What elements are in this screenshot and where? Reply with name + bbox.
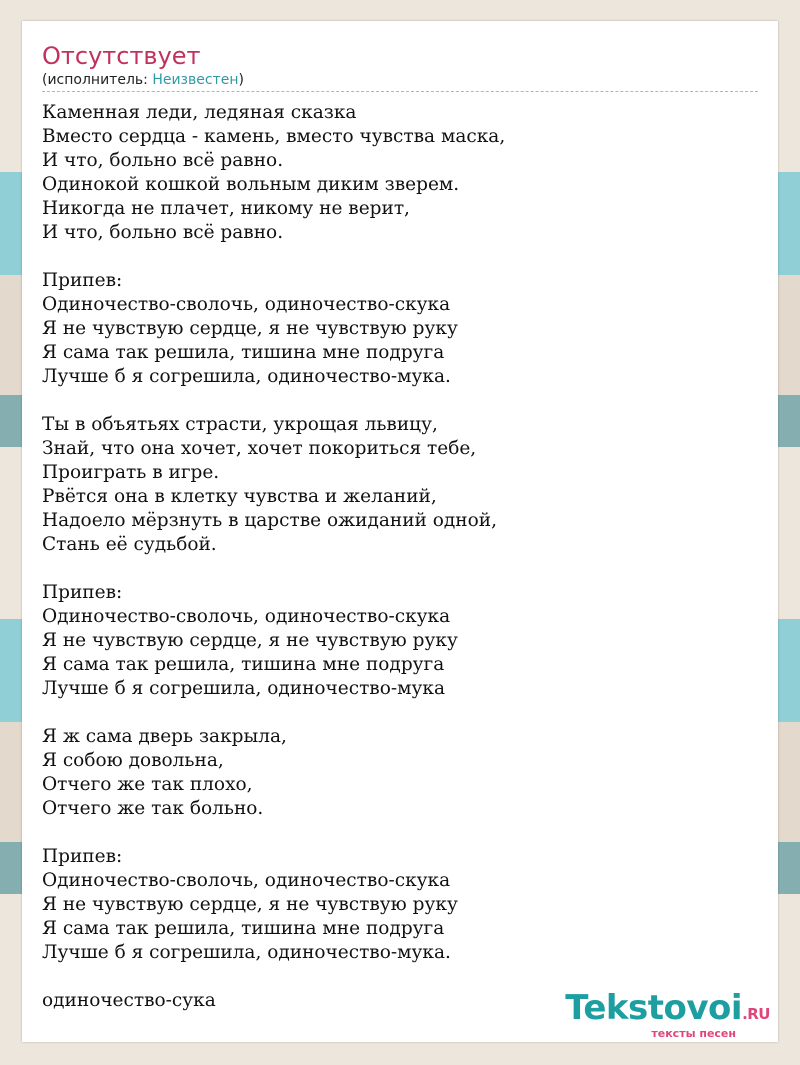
lyric-line: Я ж сама дверь закрыла, <box>42 726 287 747</box>
header-divider <box>42 91 758 92</box>
lyric-line: Я сама так решила, тишина мне подруга <box>42 918 445 939</box>
artist-prefix: (исполнитель: <box>42 72 153 88</box>
lyric-line <box>42 245 758 269</box>
lyric-line: Ты в объятьях страсти, укрощая львицу, <box>42 414 438 435</box>
lyric-line: Припев: <box>42 582 123 603</box>
lyric-line: Знай, что она хочет, хочет покориться тебе, <box>42 438 477 459</box>
lyric-line: Стань её судьбой. <box>42 534 217 555</box>
lyric-line: И что, больно всё равно. <box>42 150 284 171</box>
lyrics-text <box>42 101 758 1013</box>
lyric-line: Каменная леди, ледяная сказка <box>42 102 357 123</box>
lyric-line <box>42 389 758 413</box>
song-title: Отсутствует <box>42 42 201 70</box>
logo-main-text: Tekstovoi <box>565 988 743 1028</box>
lyric-line: Я сама так решила, тишина мне подруга <box>42 342 445 363</box>
lyric-line: Я не чувствую сердце, я не чувствую руку <box>42 894 458 915</box>
logo-suffix: .RU <box>742 1005 770 1023</box>
artist-suffix: ) <box>238 72 244 88</box>
lyric-line: Одинокой кошкой вольным диким зверем. <box>42 174 460 195</box>
artist-link[interactable]: Неизвестен <box>152 72 239 88</box>
lyric-line <box>42 965 758 989</box>
lyric-line: Одиночество-сволочь, одиночество-скука <box>42 870 451 891</box>
logo-tagline: тексты песен <box>651 1027 736 1040</box>
lyric-line: И что, больно всё равно. <box>42 222 284 243</box>
lyric-line: Отчего же так больно. <box>42 798 264 819</box>
lyric-line: Надоело мёрзнуть в царстве ожиданий одной, <box>42 510 497 531</box>
lyric-line: Вместо сердца - камень, вместо чувства маска, <box>42 126 506 147</box>
lyric-line: Я не чувствую сердце, я не чувствую руку <box>42 630 458 651</box>
lyric-line: Я собою довольна, <box>42 750 224 771</box>
lyric-line: Я не чувствую сердце, я не чувствую руку <box>42 318 458 339</box>
lyric-line <box>42 821 758 845</box>
lyric-line: Рвётся она в клетку чувства и желаний, <box>42 486 437 507</box>
lyric-line: Лучше б я согрешила, одиночество-мука. <box>42 942 451 963</box>
logo-wordmark <box>565 990 770 1032</box>
lyric-line: Одиночество-сволочь, одиночество-скука <box>42 606 451 627</box>
lyric-line: одиночество-сука <box>42 990 216 1011</box>
lyrics-card <box>22 21 778 1042</box>
lyric-line <box>42 557 758 581</box>
lyric-line: Лучше б я согрешила, одиночество-мука <box>42 678 445 699</box>
lyric-line: Я сама так решила, тишина мне подруга <box>42 654 445 675</box>
artist-line <box>42 71 758 91</box>
lyric-line: Припев: <box>42 270 123 291</box>
lyric-line: Никогда не плачет, никому не верит, <box>42 198 410 219</box>
site-logo[interactable] <box>565 990 770 1040</box>
lyric-line: Припев: <box>42 846 123 867</box>
song-header <box>42 41 758 92</box>
lyric-line: Одиночество-сволочь, одиночество-скука <box>42 294 451 315</box>
lyric-line <box>42 701 758 725</box>
lyric-line: Проиграть в игре. <box>42 462 220 483</box>
lyric-line: Отчего же так плохо, <box>42 774 253 795</box>
lyric-line: Лучше б я согрешила, одиночество-мука. <box>42 366 451 387</box>
